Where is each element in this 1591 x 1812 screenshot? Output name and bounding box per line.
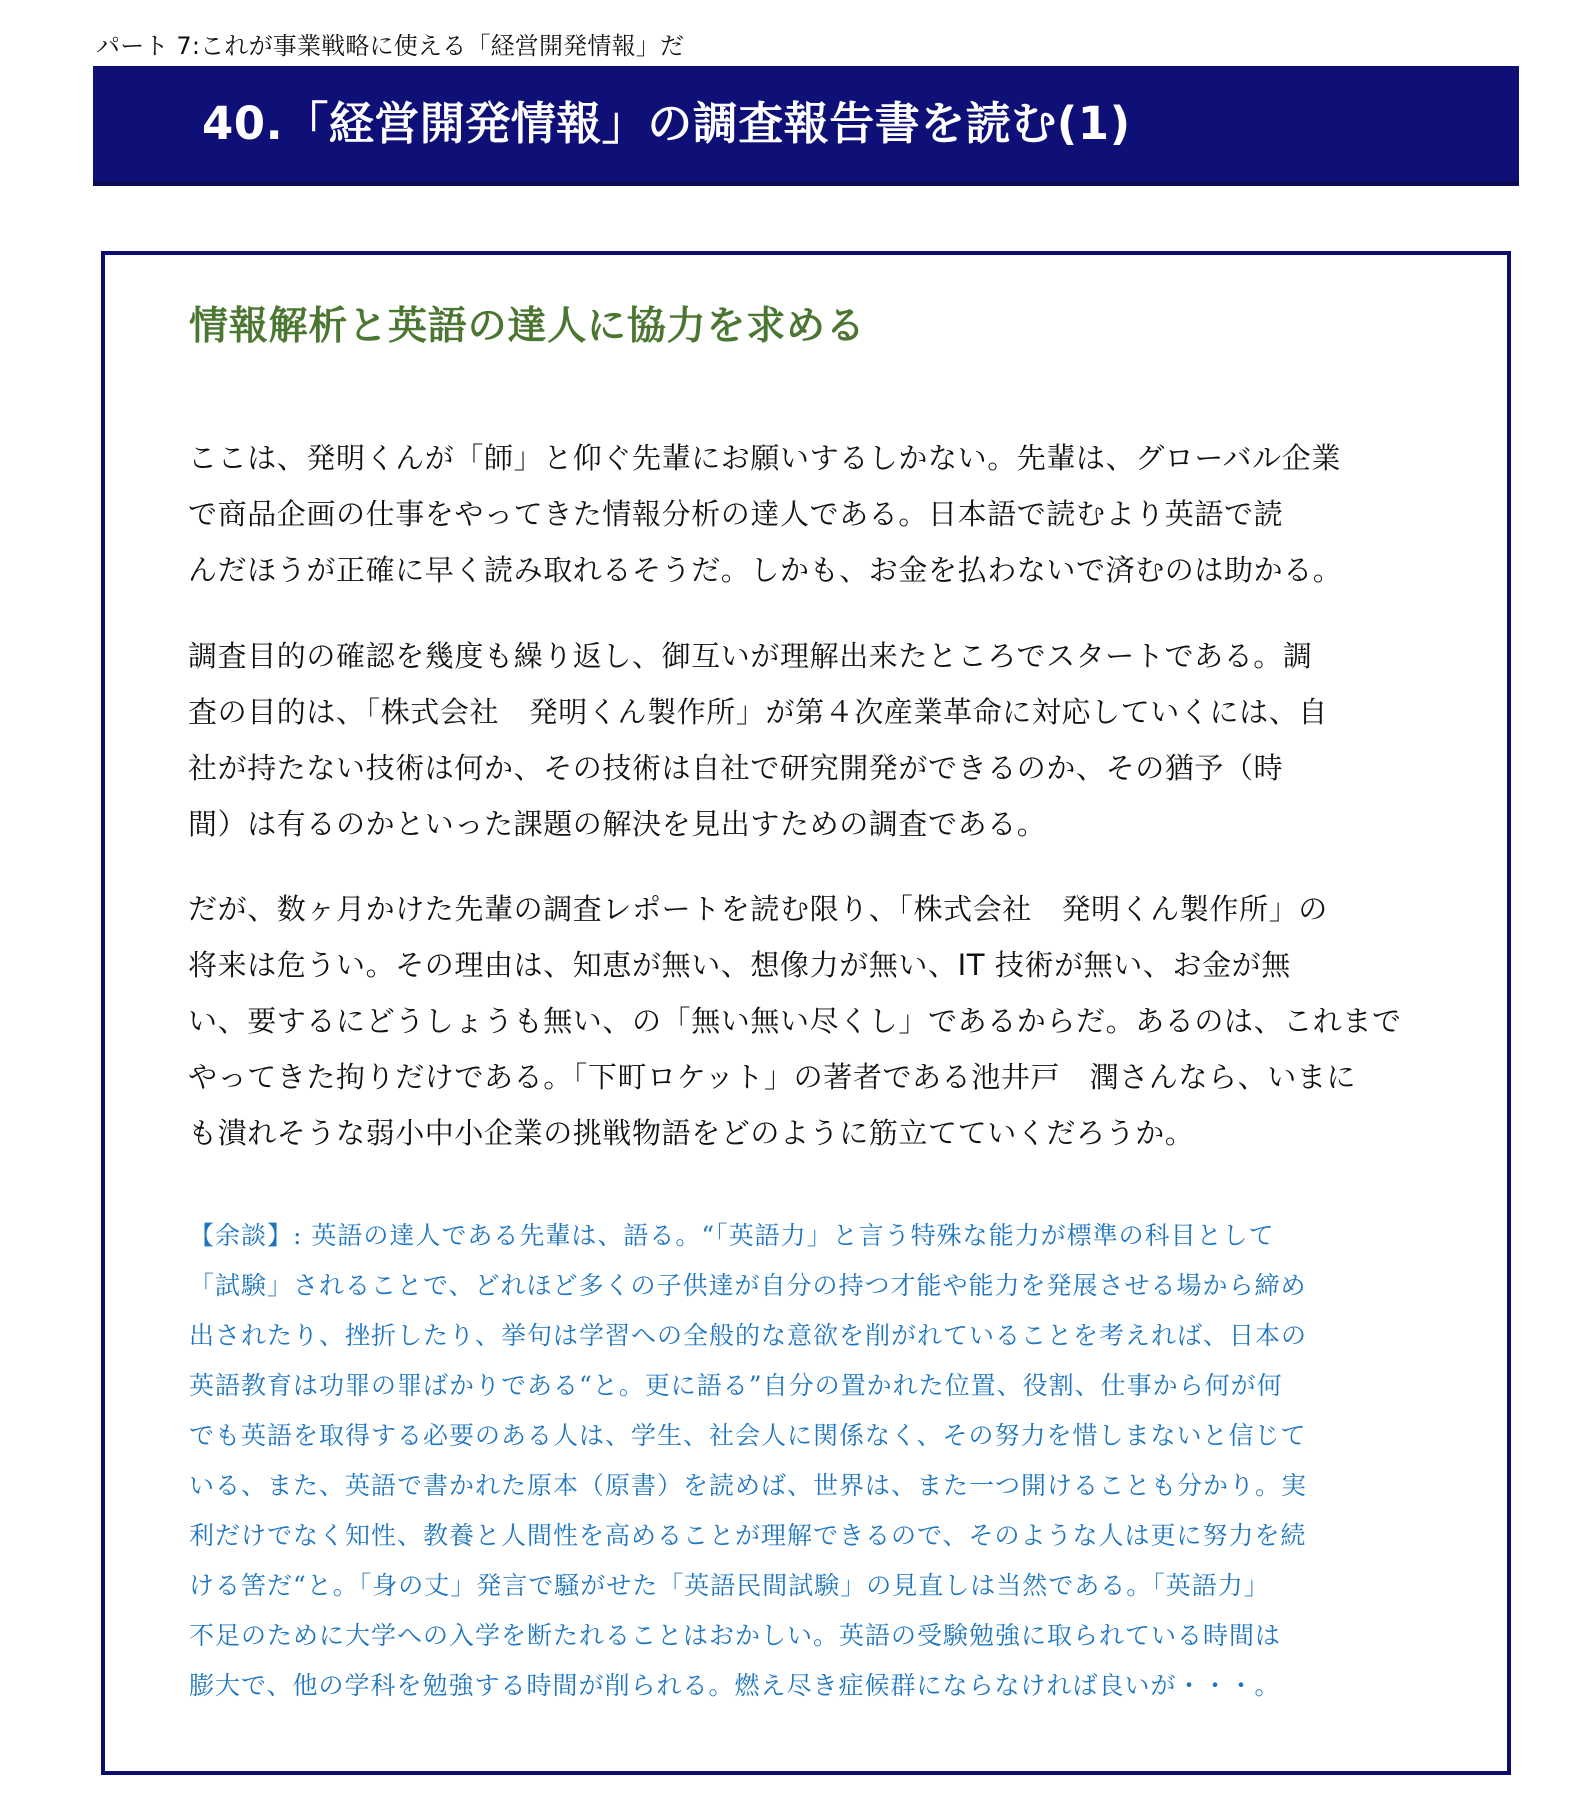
aside-line: でも英語を取得する必要のある人は、学生、社会人に関係なく、その努力を惜しまないと信じて <box>189 1421 1307 1450</box>
section-heading: 情報解析と英語の達人に協力を求める <box>189 304 866 349</box>
aside-note <box>189 1211 1429 1711</box>
paragraph-line: 査の目的は、「株式会社 発明くん製作所」が第４次産業革命に対応していくには、自 <box>188 695 1328 729</box>
paragraph-line: も潰れそうな弱小中小企業の挑戦物語をどのように筋立てていくだろうか。 <box>188 1116 1195 1150</box>
aside-line: 出されたり、挫折したり、挙句は学習への全般的な意欲を削がれていることを考えれば、日本の <box>189 1321 1308 1350</box>
aside-line: 英語教育は功罪の罪ばかりである“と。更に語る”自分の置かれた位置、役割、仕事から何が何 <box>189 1371 1283 1400</box>
title-bar <box>93 66 1519 181</box>
paragraph-line: 社が持たない技術は何か、その技術は自社で研究開発ができるのか、その猶予（時 <box>188 751 1284 785</box>
paragraph-line: だが、数ヶ月かけた先輩の調査レポートを読む限り、「株式会社 発明くん製作所」の <box>188 892 1328 926</box>
paragraph-line: ここは、発明くんが「師」と仰ぐ先輩にお願いするしかない。先輩は、グローバル企業 <box>188 441 1341 475</box>
paragraph-line: んだほうが正確に早く読み取れるそうだ。しかも、お金を払わないで済むのは助かる。 <box>188 553 1343 587</box>
paragraph-1 <box>188 430 1428 598</box>
aside-line: 【余談】: 英語の達人である先輩は、語る。“「英語力」と言う特殊な能力が標準の科目として <box>189 1221 1275 1250</box>
page-title: 40.「経営開発情報」の調査報告書を読む(1) <box>202 97 1131 150</box>
paragraph-line: で商品企画の仕事をやってきた情報分析の達人である。日本語で読むより英語で読 <box>188 497 1284 531</box>
paragraph-3 <box>188 881 1428 1161</box>
aside-line: 「試験」されることで、どれほど多くの子供達が自分の持つ才能や能力を発展させる場から締め <box>189 1271 1307 1300</box>
paragraph-line: 間）は有るのかといった課題の解決を見出すための調査である。 <box>188 807 1047 841</box>
paragraph-line: やってきた拘りだけである。「下町ロケット」の著者である池井戸 潤さんなら、いまに <box>188 1060 1357 1094</box>
aside-line: 利だけでなく知性、教養と人間性を高めることが理解できるので、そのような人は更に努力を続 <box>189 1521 1307 1550</box>
aside-line: 膨大で、他の学科を勉強する時間が削られる。燃え尽き症候群にならなければ良いが・・・。 <box>189 1671 1281 1700</box>
paragraph-line: 将来は危うい。その理由は、知恵が無い、想像力が無い、IT 技術が無い、お金が無 <box>188 948 1291 982</box>
paragraph-line: い、要するにどうしょうも無い、の「無い無い尽くし」であるからだ。あるのは、これまで <box>188 1004 1402 1038</box>
paragraph-line: 調査目的の確認を幾度も繰り返し、御互いが理解出来たところでスタートである。調 <box>188 639 1313 673</box>
paragraph-2 <box>188 628 1428 852</box>
aside-line: いる、また、英語で書かれた原本（原書）を読めば、世界は、また一つ開けることも分かり。実 <box>189 1471 1308 1500</box>
part-heading: パート 7:これが事業戦略に使える「経営開発情報」だ <box>96 32 685 60</box>
content-frame <box>101 251 1511 1775</box>
aside-line: ける筈だ“と。「身の丈」発言で騒がせた「英語民間試験」の見直しは当然である。「英語力」 <box>189 1571 1270 1600</box>
aside-line: 不足のために大学への入学を断たれることはおかしい。英語の受験勉強に取られている時間は <box>189 1621 1282 1650</box>
